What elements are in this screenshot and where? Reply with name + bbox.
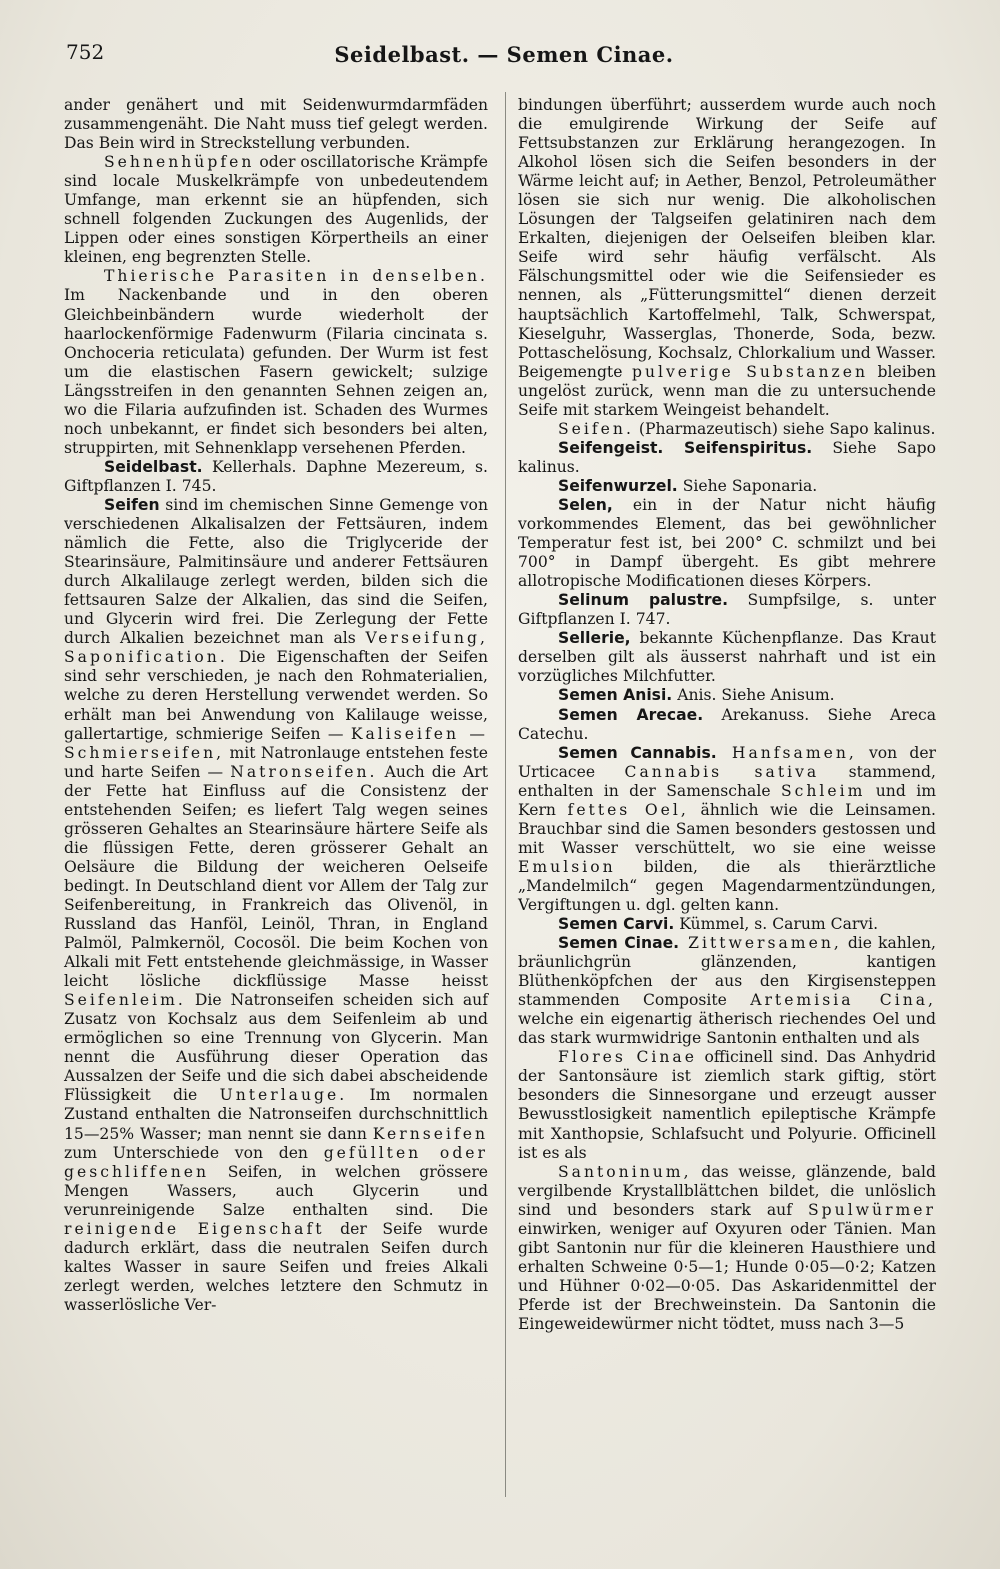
right-column	[518, 96, 936, 1334]
entry-heading: Semen Arecae.	[558, 705, 704, 724]
paragraph: ander genähert und mit Seidenwurmdarmfäden zusammengenäht. Die Naht muss tief gelegt werden. Das Bein wird in Streckstellung verbunden.	[64, 96, 488, 153]
entry-seidelbast: Seidelbast. Kellerhals. Daphne Mezereum, s. Giftpflanzen I. 745.	[64, 457, 488, 495]
entry-seifengeist: Seifengeist. Seifenspiritus. Siehe Sapo kalinus.	[518, 438, 936, 476]
entry-sehnenhuepfen: Sehnenhüpfen oder oscillatorische Krämpfe sind locale Muskelkrämpfe von unbedeutendem Umfange, man erkennt sie an hüpfenden, sich schnell folgenden Zuckungen des Augenlids, der Lippen oder eines sonstigen Körpertheils an einer kleinen, eng begrenzten Stelle.	[64, 153, 488, 267]
entry-seifen-pharm: Seifen. (Pharmazeutisch) siehe Sapo kalinus.	[558, 419, 936, 438]
entry-parasiten: Thierische Parasiten in denselben. Im Nackenbande und in den oberen Gleichbeinbändern wurde wiederholt der haarlockenförmige Fadenwurm (Filaria cincinata s. Onchoceria reticulata) gefunden. Der Wurm ist fest um die elastischen Fasern gewickelt; sulzige Längsstreifen in den genannten Sehnen zeigen an, wo die Filaria aufzufinden ist. Schaden des Wurmes noch unbekannt, er findet sich besonders bei alten, struppirten, mit Sehnenklapp versehenen Pferden.	[64, 267, 488, 457]
entry-heading: Semen Anisi.	[558, 686, 673, 705]
entry-heading: Semen Cannabis.	[558, 743, 717, 762]
spaced-term: Sehnenhüpfen	[104, 153, 255, 172]
entry-heading: Semen Carvi.	[558, 915, 675, 934]
entry-heading: Semen Cinae.	[558, 934, 680, 953]
spaced-term: Seifen.	[558, 419, 634, 438]
entry-selinum: Selinum palustre. Sumpfsilge, s. unter Giftpflanzen I. 747.	[518, 591, 937, 629]
entry-heading: Seifen	[104, 495, 160, 514]
entry-heading: Selen,	[558, 495, 613, 514]
entry-sellerie: Sellerie, bekannte Küchenpflanze. Das Kraut derselben gilt als äusserst nahrhaft und ist ein vorzügliches Milchfutter.	[518, 629, 936, 686]
entry-seifenwurzel: Seifenwurzel. Siehe Saponaria.	[558, 476, 818, 495]
entry-selen: Selen, ein in der Natur nicht häufig vorkommendes Element, das bei gewöhnlicher Temperatur fest ist, bei 200° C. schmilzt und bei 700° in Dampf übergeht. Es gibt mehrere allotropische Modificationen dieses Körpers.	[518, 495, 936, 591]
left-column	[64, 96, 488, 1315]
entry-santoninum: Santoninum, das weisse, glänzende, bald vergilbende Krystallblättchen bildet, die unlöslich sind und besonders stark auf Spulwürmer einwirken, weniger auf Oxyuren oder Tänien. Man gibt Santonin nur für die kleineren Hausthiere und erhalten Schweine 0·5—1; Hunde 0·05—0·2; Katzen und Hühner 0·02—0·05. Das Askaridenmittel der Pferde ist der Brechweinstein. Da Santonin die Eingeweidewürmer nicht tödtet, muss nach 3—5	[518, 1162, 936, 1333]
entry-heading: Seidelbast.	[104, 457, 203, 476]
column-divider	[505, 92, 506, 1497]
entry-heading: Seifenwurzel.	[558, 476, 678, 495]
paragraph: bindungen überführt; ausserdem wurde auch noch die emulgirende Wirkung der Seife auf Fettsubstanzen zur Erklärung herangezogen. In Alkohol lösen sich die Seifen besonders in der Wärme leicht auf; in Aether, Benzol, Petroleumäther lösen sie sich nur wenig. Die alkoholischen Lösungen der Talgseifen gelatiniren nach dem Erkalten, diejenigen der Oelseifen bleiben klar. Seife wird sehr häufig verfälscht. Als Fälschungsmittel oder wie die Seifensieder es nennen, als „Fütterungsmittel“ dienen derzeit hauptsächlich Kartoffelmehl, Talk, Schwerspat, Kieselguhr, Wasserglas, Thonerde, Soda, bezw. Pottaschelösung, Kochsalz, Chlorkalium und Wasser. Beigemengte pulverige Substanzen bleiben ungelöst zurück, wenn man die zu untersuchende Seife mit starkem Weingeist behandelt.	[518, 96, 936, 419]
entry-semen-anisi: Semen Anisi. Anis. Siehe Anisum.	[558, 686, 835, 705]
spaced-term: Thierische Parasiten in denselben.	[104, 267, 488, 286]
spaced-term: Santoninum,	[558, 1162, 692, 1181]
spaced-term: Flores Cinae	[558, 1048, 697, 1067]
entry-heading: Sellerie,	[558, 629, 631, 648]
entry-heading: Seifengeist. Seifenspiritus.	[558, 438, 813, 457]
entry-semen-cannabis: Semen Cannabis. Hanfsamen, von der Urticacee Cannabis sativa stammend, enthalten in der Samenschale Schleim und im Kern fettes Oel, ähnlich wie die Leinsamen. Brauchbar sind die Samen besonders gestossen und mit Wasser verschüttelt, wo sie eine weisse Emulsion bilden, die als thierärztliche „Mandelmilch“ gegen Magendarmentzündungen, Vergiftungen u. dgl. gelten kann.	[518, 743, 936, 914]
entry-semen-carvi: Semen Carvi. Kümmel, s. Carum Carvi.	[558, 915, 879, 934]
entry-semen-cinae: Semen Cinae. Zittwersamen, die kahlen, bräunlichgrün glänzenden, kantigen Blüthenköpfchen der aus den Kirgisensteppen stammenden Composite Artemisia Cina, welche ein eigenartig ätherisch riechendes Oel und das stark wurmwidrige Santonin enthalten und als	[518, 934, 937, 1048]
running-title: Seidelbast. — Semen Cinae.	[334, 42, 674, 67]
entry-heading: Selinum palustre.	[558, 591, 729, 610]
page-header	[64, 38, 944, 74]
page-number: 752	[66, 40, 105, 64]
entry-semen-arecae: Semen Arecae. Arekanuss. Siehe Areca Catechu.	[518, 705, 936, 743]
entry-flores-cinae: Flores Cinae officinell sind. Das Anhydrid der Santonsäure ist ziemlich stark giftig, stört besonders die Sinnesorgane und erzeugt ausser Bewusstlosigkeit namentlich epileptische Krämpfe mit Xanthopsie, Schlafsucht und Polyurie. Officinell ist es als	[518, 1048, 936, 1162]
entry-seifen: Seifen sind im chemischen Sinne Gemenge von verschiedenen Alkalisalzen der Fettsäuren, indem nämlich die Fette, also die Triglyceride der Stearinsäure, Palmitinsäure und anderer Fettsäuren durch Alkalilauge zerlegt werden, bilden sich die fettsauren Salze der Alkalien, das sind die Seifen, und Glycerin wird frei. Die Zerlegung der Fette durch Alkalien bezeichnet man als Verseifung, Saponification. Die Eigenschaften der Seifen sind sehr verschieden, je nach den Rohmaterialien, welche zu deren Herstellung verwendet werden. So erhält man bei Anwendung von Kalilauge weisse, gallertartige, schmierige Seifen — Kaliseifen — Schmierseifen, mit Natronlauge entstehen feste und harte Seifen — Natronseifen. Auch die Art der Fette hat Einfluss auf die Consistenz der entstehenden Seifen; es liefert Talg wegen seines grösseren Gehaltes an Stearinsäure härtere Seife als die flüssigen Fette, deren grösserer Gehalt an Oelsäure die Bildung der weicheren Oelseife bedingt. In Deutschland dient vor Allem der Talg zur Seifenbereitung, in Frankreich das Olivenöl, in Russland das Hanföl, Leinöl, Thran, in England Palmöl, Palmkernöl, Cocosöl. Die beim Kochen von Alkali mit Fett entstehende gleichmässige, in Wasser leicht lösliche dickflüssige Masse heisst Seifenleim. Die Natronseifen scheiden sich auf Zusatz von Kochsalz aus dem Seifenleim ab und ermöglichen so eine Trennung von Glycerin. Man nennt die Ausführung dieser Operation das Aussalzen der Seife und die sich dabei abscheidende Flüssigkeit die Unterlauge. Im normalen Zustand enthalten die Natronseifen durchschnittlich 15—25% Wasser; man nennt sie dann Kernseifen zum Unterschiede von den gefüllten oder geschliffenen Seifen, in welchen grössere Mengen Wassers, auch Glycerin und verunreinigende Salze enthalten sind. Die reinigende Eigenschaft der Seife wurde dadurch erklärt, dass die neutralen Seifen durch kaltes Wasser in saure Seifen und freies Alkali zerlegt werden, welches letztere den Schmutz in wasserlösliche Ver-	[64, 495, 489, 1314]
